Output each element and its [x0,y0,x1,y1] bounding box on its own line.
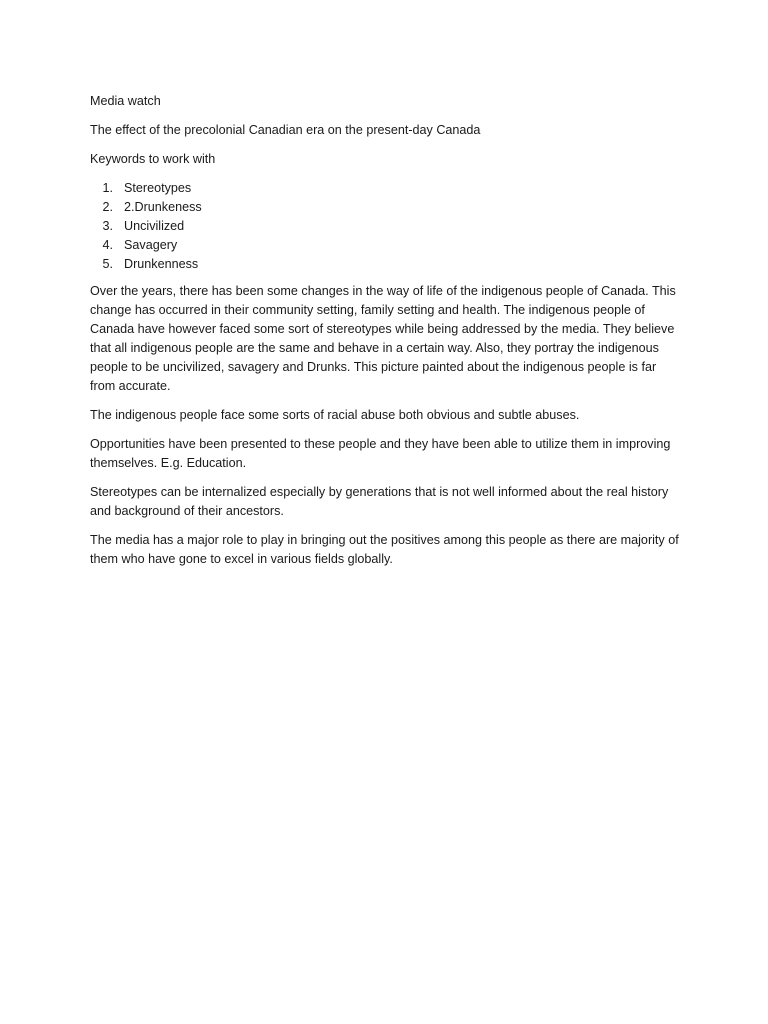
body-paragraph: Over the years, there has been some changes in the way of life of the indigenous people of Canada. This change has occurred in their community setting, family setting and health. The indigenous people of Canada have however faced some sort of stereotypes while being addressed by the media. They believe that all indigenous people are the same and behave in a certain way. Also, they portray the indigenous people to be uncivilized, savagery and Drunks. This picture painted about the indigenous people is far from accurate. [90,284,676,393]
list-item-label: Drunkenness [124,257,199,271]
list-item-number: 1. [102,181,113,195]
body-paragraph: The media has a major role to play in bringing out the positives among this people as there are majority of them who have gone to excel in various fields globally. [90,533,679,566]
keywords-list [90,179,682,274]
document-body [90,92,682,579]
document-title: Media watch [90,94,161,108]
keywords-heading: Keywords to work with [90,152,216,166]
list-item-number: 2. [102,200,113,214]
list-item-number: 3. [102,219,113,233]
list-item [90,179,682,198]
list-item [90,255,682,274]
list-item-label: Savagery [124,238,178,252]
list-item-label: Uncivilized [124,219,185,233]
body-paragraph: The indigenous people face some sorts of racial abuse both obvious and subtle abuses. [90,408,580,422]
list-item [90,217,682,236]
list-item-number: 5. [102,257,113,271]
list-item [90,236,682,255]
list-item-label: 2.Drunkeness [124,200,202,214]
body-paragraph: Stereotypes can be internalized especially by generations that is not well informed about the real history and background of their ancestors. [90,485,669,518]
list-item [90,198,682,217]
body-paragraph: Opportunities have been presented to these people and they have been able to utilize them in improving themselves. E.g. Education. [90,437,671,470]
list-item-label: Stereotypes [124,181,192,195]
document-subtitle: The effect of the precolonial Canadian era on the present-day Canada [90,123,481,137]
list-item-number: 4. [102,238,113,252]
